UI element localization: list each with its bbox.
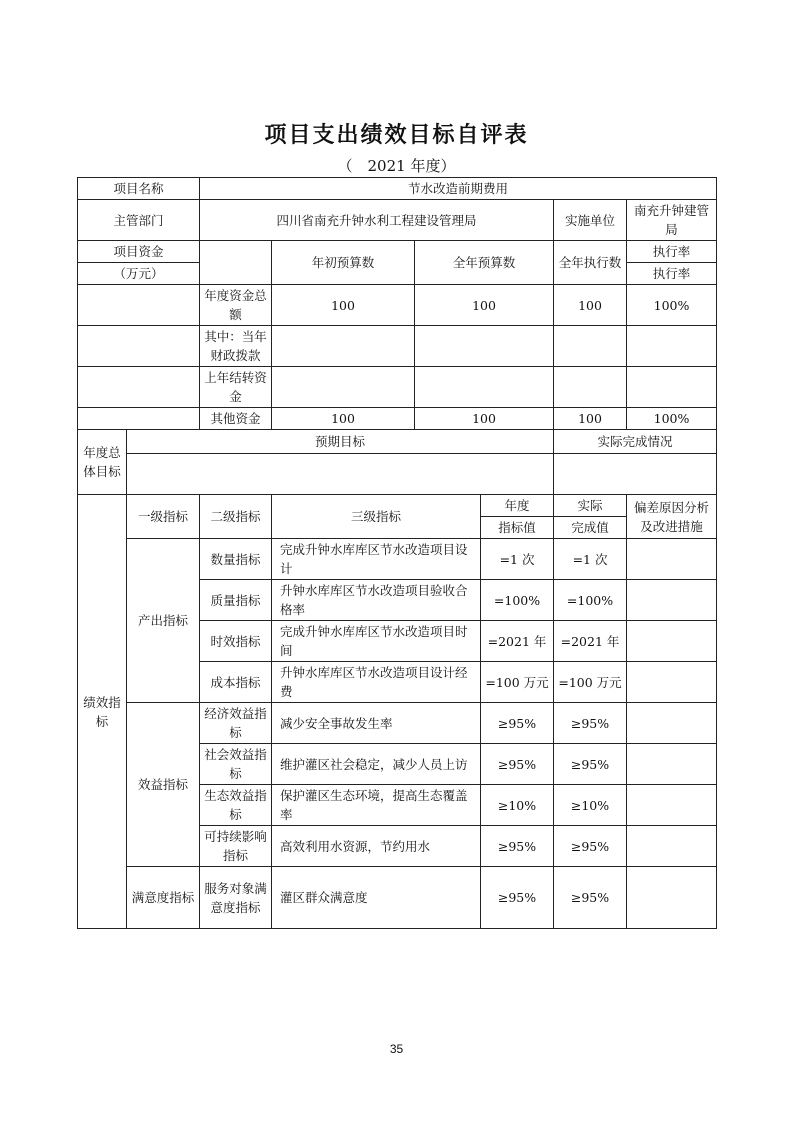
- funds-row-annual: 100: [415, 285, 554, 326]
- funds-row-annual: [415, 367, 554, 408]
- level2-label: 服务对象满意度指标: [200, 867, 272, 929]
- indicator-row: [78, 867, 717, 929]
- col-deviation: 偏差原因分析及改进措施: [627, 495, 717, 539]
- level3-label: 升钟水库库区节水改造项目设计经费: [272, 662, 481, 703]
- indicator-row: [78, 703, 717, 744]
- level2-label: 社会效益指标: [200, 744, 272, 785]
- target-value: ≥95%: [481, 703, 554, 744]
- actual-value: ≥95%: [554, 826, 627, 867]
- expected-goal-header: 预期目标: [127, 430, 554, 454]
- level2-label: 时效指标: [200, 621, 272, 662]
- deviation-note: [627, 580, 717, 621]
- funds-row-initial: 100: [272, 408, 415, 430]
- funds-row-blank: [78, 367, 200, 408]
- funds-row-blank: [78, 285, 200, 326]
- funds-row-blank: [78, 326, 200, 367]
- funds-row-label: 其中：当年财政拨款: [200, 326, 272, 367]
- funds-row-rate: 100%: [627, 285, 717, 326]
- col-initial-budget: 年初预算数: [272, 241, 415, 285]
- level3-label: 高效利用水资源，节约用水: [272, 826, 481, 867]
- funds-row-rate: [627, 367, 717, 408]
- funds-row-executed: [554, 326, 627, 367]
- col-target-bottom: 指标值: [481, 517, 554, 539]
- impl-unit-value: 南充升钟建管局: [627, 200, 717, 241]
- level2-label: 经济效益指标: [200, 703, 272, 744]
- target-value: =2021 年: [481, 621, 554, 662]
- expected-goal-value: [127, 454, 554, 495]
- funds-unit: （万元）: [78, 263, 200, 285]
- funds-row: [78, 367, 717, 408]
- year-label: （ 2021 年度）: [337, 157, 456, 175]
- level2-label: 质量指标: [200, 580, 272, 621]
- target-value: ≥95%: [481, 744, 554, 785]
- deviation-note: [627, 826, 717, 867]
- col-level2: 二级指标: [200, 495, 272, 539]
- funds-row-label: 年度资金总额: [200, 285, 272, 326]
- col-executed: 全年执行数: [554, 241, 627, 285]
- actual-value: =2021 年: [554, 621, 627, 662]
- funds-row-executed: 100: [554, 408, 627, 430]
- level2-label: 数量指标: [200, 539, 272, 580]
- actual-value: =1 次: [554, 539, 627, 580]
- col-actual-bottom: 完成值: [554, 517, 627, 539]
- level3-label: 维护灌区社会稳定，减少人员上访: [272, 744, 481, 785]
- actual-result-header: 实际完成情况: [554, 430, 717, 454]
- col-level3: 三级指标: [272, 495, 481, 539]
- deviation-note: [627, 867, 717, 929]
- level1-label: 满意度指标: [127, 867, 200, 929]
- impl-unit-label: 实施单位: [554, 200, 627, 241]
- target-value: ≥95%: [481, 867, 554, 929]
- funds-row-blank: [78, 408, 200, 430]
- actual-result-value: [554, 454, 717, 495]
- funds-row-label: 上年结转资金: [200, 367, 272, 408]
- funds-row-annual: [415, 326, 554, 367]
- project-name-label: 项目名称: [78, 178, 200, 200]
- target-value: ≥10%: [481, 785, 554, 826]
- col-actual-top: 实际: [554, 495, 627, 517]
- target-value: =1 次: [481, 539, 554, 580]
- funds-row-annual: 100: [415, 408, 554, 430]
- page-number: 35: [389, 1042, 404, 1056]
- target-value: =100 万元: [481, 662, 554, 703]
- col-annual-budget: 全年预算数: [415, 241, 554, 285]
- level3-label: 减少安全事故发生率: [272, 703, 481, 744]
- deviation-note: [627, 539, 717, 580]
- level3-label: 完成升钟水库库区节水改造项目时间: [272, 621, 481, 662]
- level2-label: 可持续影响指标: [200, 826, 272, 867]
- funds-row-initial: 100: [272, 285, 415, 326]
- funds-blank-header: [200, 241, 272, 285]
- level2-label: 生态效益指标: [200, 785, 272, 826]
- level3-label: 保护灌区生态环境，提高生态覆盖率: [272, 785, 481, 826]
- funds-row-executed: 100: [554, 285, 627, 326]
- deviation-note: [627, 744, 717, 785]
- level2-label: 成本指标: [200, 662, 272, 703]
- actual-value: ≥10%: [554, 785, 627, 826]
- deviation-note: [627, 662, 717, 703]
- col-target-top: 年度: [481, 495, 554, 517]
- indicator-row: [78, 539, 717, 580]
- actual-value: ≥95%: [554, 867, 627, 929]
- col-rate: 执行率: [627, 241, 717, 263]
- target-value: =100%: [481, 580, 554, 621]
- dept-value: 四川省南充升钟水利工程建设管理局: [200, 200, 554, 241]
- actual-value: ≥95%: [554, 703, 627, 744]
- level1-label: 产出指标: [127, 539, 200, 703]
- funds-row-initial: [272, 326, 415, 367]
- dept-label: 主管部门: [78, 200, 200, 241]
- project-name-value: 节水改造前期费用: [200, 178, 717, 200]
- col-level1: 一级指标: [127, 495, 200, 539]
- actual-value: =100 万元: [554, 662, 627, 703]
- funds-row-executed: [554, 367, 627, 408]
- funds-row-label: 其他资金: [200, 408, 272, 430]
- actual-value: =100%: [554, 580, 627, 621]
- deviation-note: [627, 703, 717, 744]
- funds-row-rate: [627, 326, 717, 367]
- page-title: 项目支出绩效目标自评表: [264, 123, 529, 148]
- deviation-note: [627, 621, 717, 662]
- funds-label: 项目资金: [78, 241, 200, 263]
- level3-label: 完成升钟水库库区节水改造项目设计: [272, 539, 481, 580]
- funds-row: [78, 408, 717, 430]
- funds-row: [78, 326, 717, 367]
- performance-table: [77, 177, 717, 929]
- level3-label: 升钟水库库区节水改造项目验收合格率: [272, 580, 481, 621]
- level1-label: 效益指标: [127, 703, 200, 867]
- target-value: ≥95%: [481, 826, 554, 867]
- annual-goal-label: 年度总体目标: [78, 430, 127, 495]
- level3-label: 灌区群众满意度: [272, 867, 481, 929]
- deviation-note: [627, 785, 717, 826]
- funds-row: [78, 285, 717, 326]
- col-rate-2: 执行率: [627, 263, 717, 285]
- funds-row-rate: 100%: [627, 408, 717, 430]
- actual-value: ≥95%: [554, 744, 627, 785]
- indicators-section-label: 绩效指标: [78, 495, 127, 929]
- funds-row-initial: [272, 367, 415, 408]
